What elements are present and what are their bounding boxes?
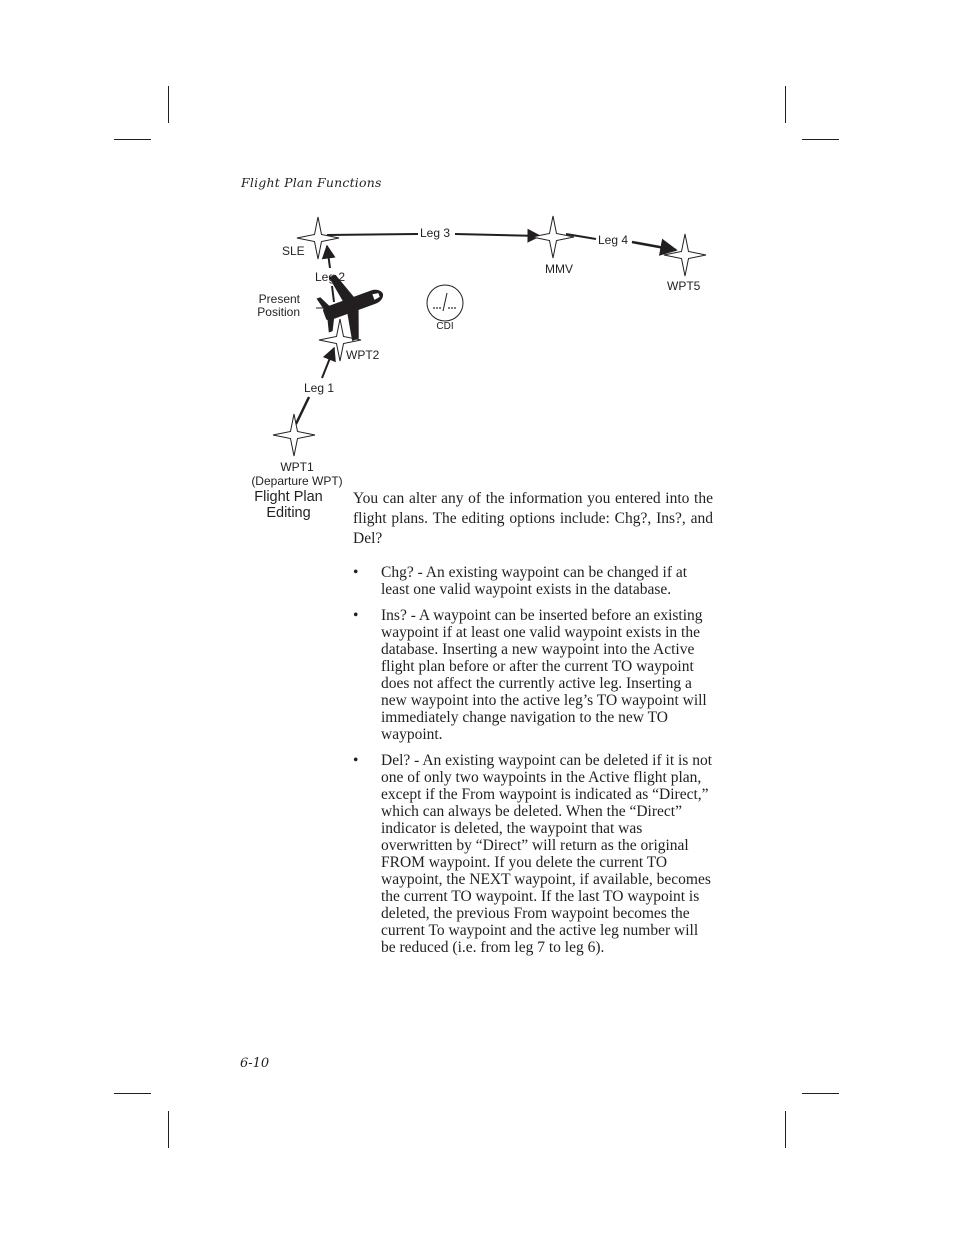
- waypoint-wpt1-note: (Departure WPT): [251, 474, 343, 488]
- bullet: •: [353, 564, 359, 581]
- intro-paragraph: You can alter any of the information you entered into the flight plans. The editing options include: Chg?, Ins?, and Del?: [353, 490, 713, 547]
- waypoint-mmv-label: MMV: [545, 262, 573, 276]
- body-text: [353, 489, 713, 965]
- leg1-line: [296, 397, 309, 424]
- list-item-text: Ins? - A waypoint can be inserted before an existing waypoint if at least one valid waypoint exists in the database. Inserting a new waypoint into the Active flight plan before or after the current TO waypoint does not affect the currently active leg. Inserting a new waypoint into the active leg’s TO waypoint will immediately change navigation to the new TO waypoint.: [381, 607, 707, 743]
- crop-mark: [785, 1111, 786, 1148]
- leg1-label: Leg 1: [304, 381, 335, 395]
- leg3-line: [327, 234, 418, 235]
- waypoint-mmv-marker: [532, 216, 574, 258]
- leg4-label: Leg 4: [598, 233, 629, 247]
- list-item: [353, 564, 713, 598]
- leg2-line: [332, 286, 334, 302]
- section-heading-line2: Editing: [266, 505, 311, 521]
- waypoint-sle-label: SLE: [282, 244, 305, 258]
- cdi-icon: [427, 285, 463, 321]
- leg3-arrow: [455, 234, 540, 236]
- bullet: •: [353, 752, 359, 769]
- leg3-label: Leg 3: [420, 226, 451, 240]
- list-item-text: Del? - An existing waypoint can be deleted if it is not one of only two waypoints in the Active flight plan, except if the From waypoint is indicated as “Direct,” which can always be deleted. When the “Direct” indicator is deleted, the waypoint that was overwritten by “Direct” will return as the original FROM waypoint. If you delete the current TO waypoint, the NEXT waypoint, if available, becomes the current TO waypoint. If the last TO waypoint is deleted, the previous From waypoint becomes the current To waypoint and the active leg number will be reduced (i.e. from leg 7 to leg 6).: [381, 752, 713, 956]
- crop-mark: [802, 1093, 839, 1094]
- leg1-arrow: [322, 348, 334, 378]
- present-position-label-line2: Position: [257, 305, 300, 319]
- bullet: •: [353, 607, 359, 624]
- section-heading-line1: Flight Plan: [254, 489, 323, 505]
- list-item: [353, 607, 713, 743]
- cdi-label: CDI: [436, 321, 454, 332]
- crop-mark: [168, 1111, 169, 1148]
- page-number: 6-10: [240, 1056, 270, 1071]
- waypoint-wpt1-label: WPT1: [280, 460, 314, 474]
- waypoint-wpt5-marker: [664, 234, 706, 276]
- present-position-label-line1: Present: [258, 292, 300, 306]
- crop-mark: [114, 1093, 151, 1094]
- waypoint-wpt1-marker: [273, 414, 315, 456]
- leg2-arrow: [327, 246, 330, 268]
- section-heading: [236, 489, 341, 521]
- leg4-arrow: [632, 242, 676, 250]
- running-header: Flight Plan Functions: [241, 175, 382, 190]
- list-item: [353, 752, 713, 956]
- waypoint-wpt5-label: WPT5: [667, 279, 701, 293]
- flight-plan-diagram: [0, 0, 954, 500]
- list-item-text: Chg? - An existing waypoint can be changed if at least one valid waypoint exists in the database.: [381, 564, 688, 598]
- leg2-label: Leg 2: [315, 270, 346, 284]
- waypoint-wpt2-label: WPT2: [346, 348, 380, 362]
- editing-options-list: [353, 564, 713, 956]
